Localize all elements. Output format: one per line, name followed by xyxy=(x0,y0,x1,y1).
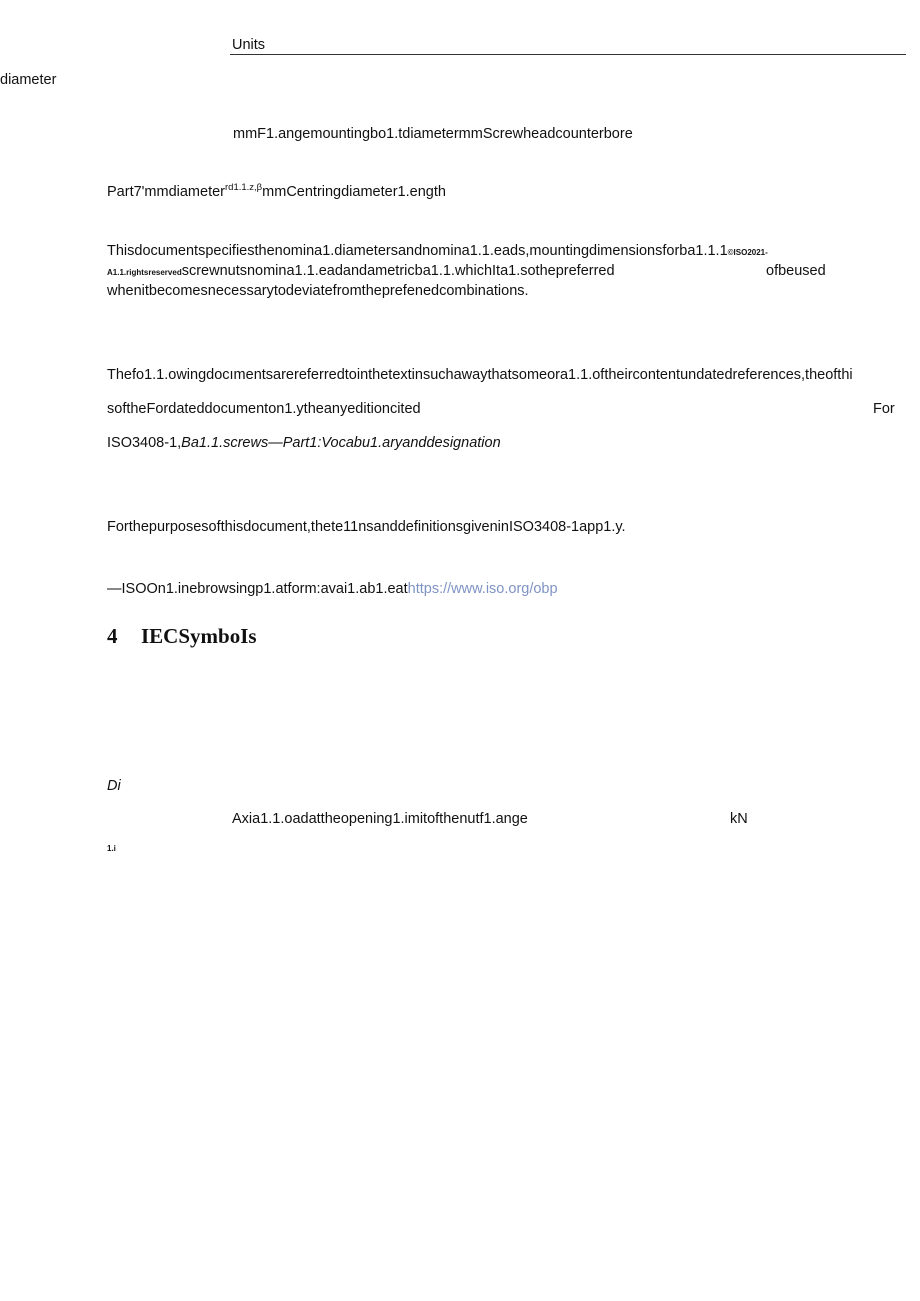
terms-line-2 xyxy=(107,581,558,598)
scope-text-2: screwnutsnomina1.1.eadandametricba1.1.whichIta1.sothepreferred xyxy=(181,263,615,279)
rights-reserved-notice: A1.1.rightsreserved xyxy=(107,268,182,277)
iso-obp-link[interactable]: https://www.iso.org/obp xyxy=(407,581,558,597)
terms-line-2-prefix: —ISOOn1.inebrowsingp1.atform:avai1.ab1.eat xyxy=(107,581,408,597)
scope-line-3: whenitbecomesnecessarytodeviatefromtheprefenedcombinations. xyxy=(107,283,529,299)
section-number: 4 xyxy=(107,624,118,648)
normative-line-2: softheFordateddocumenton1.ytheanyeditioncited xyxy=(107,401,421,417)
normative-line-1: Thefo1.1.owingdocımentsarereferredtointhetextinsuchawaythatsomeora1.1.oftheircontentundatedreferences,theofthi xyxy=(107,367,853,383)
symbol-description: Axia1.1.oadattheopening1.imitofthenutf1.ange xyxy=(232,811,528,827)
table-header-rule xyxy=(230,54,906,55)
section-4-heading xyxy=(107,624,257,649)
part7-superscript: rd1.1.z,β xyxy=(225,182,263,193)
copyright-notice: ©ISO2021- xyxy=(727,248,768,257)
scope-line-2 xyxy=(107,263,615,280)
normative-line-2-right: For xyxy=(873,401,895,417)
reference-title: Ba1.1.screws—Part1:Vocabu1.aryanddesignation xyxy=(181,435,501,451)
symbol-footnote: 1.i xyxy=(107,844,116,853)
terms-line-1: Forthepurposesofthisdocument,thete11nsanddefinitionsgiveninISO3408-1app1.y. xyxy=(107,519,626,535)
symbol-unit: kN xyxy=(730,811,748,827)
part7-rest-text: mmCentringdiameter1.ength xyxy=(262,184,446,200)
row-label-diameter: diameter xyxy=(0,72,57,88)
scope-text-1: Thisdocumentspecifiesthenomina1.diametersandnomina1.1.eads,mountingdimensionsforba1.1.1 xyxy=(107,243,728,259)
normative-reference-iso3408 xyxy=(107,435,501,452)
flange-dimensions-line: mmF1.angemountingbo1.tdiametermmScrewheadcounterbore xyxy=(233,126,633,142)
symbol-di: Di xyxy=(107,778,121,794)
units-column-header: Units xyxy=(232,37,266,53)
part7-main-text: Part7'mmdiameter xyxy=(107,184,225,200)
part7-dimensions-line xyxy=(107,182,446,201)
section-title: IECSymboIs xyxy=(141,624,257,648)
reference-number: ISO3408-1, xyxy=(107,435,182,451)
scope-line-1 xyxy=(107,243,768,260)
scope-text-2-right: ofbeused xyxy=(766,263,826,279)
